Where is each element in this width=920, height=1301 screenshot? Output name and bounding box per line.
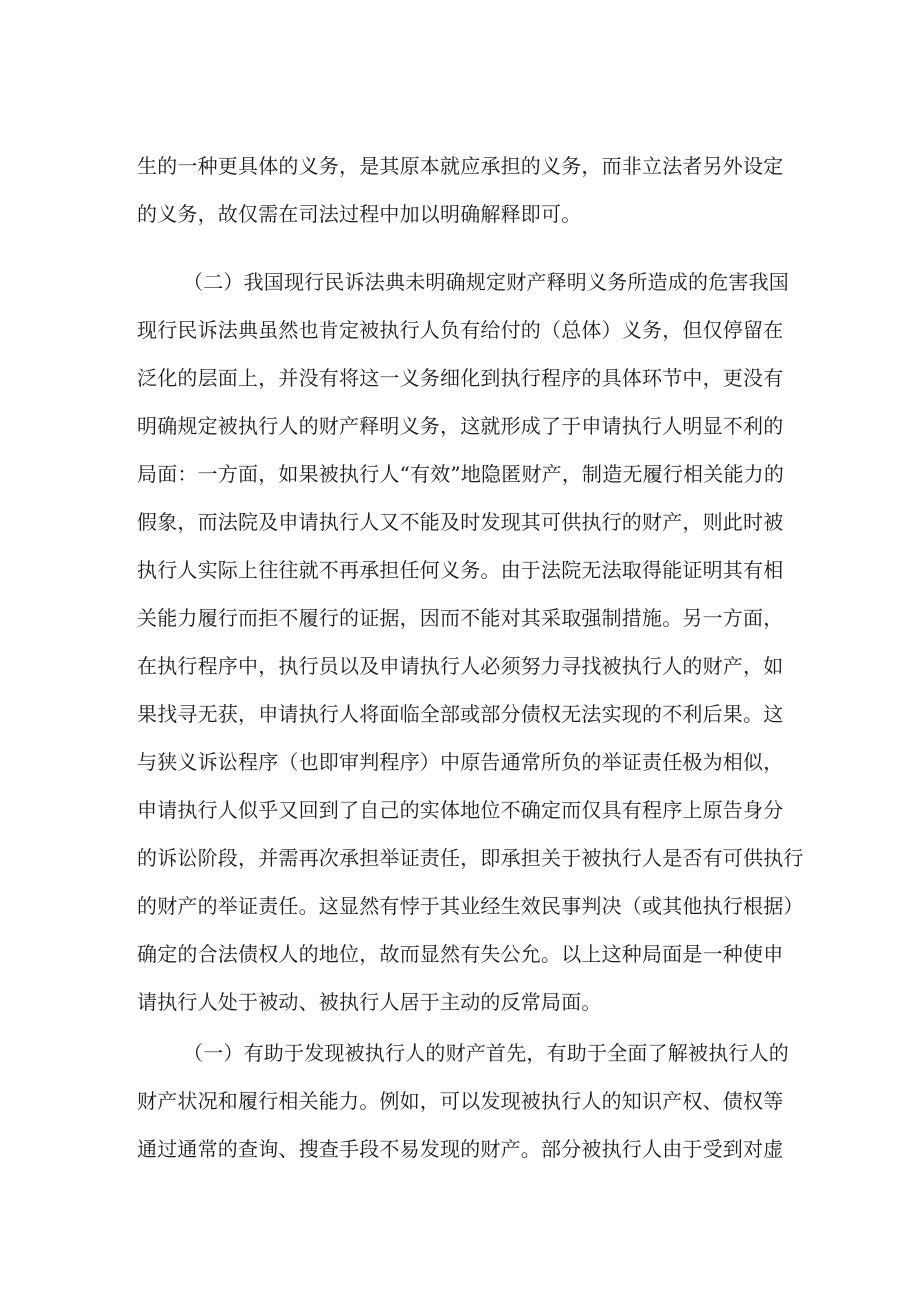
text-line: 财产状况和履行相关能力。例如，可以发现被执行人的知识产权、债权等 — [137, 1089, 784, 1113]
text-line: 关能力履行而拒不履行的证据，因而不能对其采取强制措施。另一方面， — [137, 606, 784, 630]
text-line: 在执行程序中，执行员以及申请执行人必须努力寻找被执行人的财产，如 — [137, 654, 784, 678]
text-line: 的财产的举证责任。这显然有悖于其业经生效民事判决（或其他执行根据） — [137, 894, 804, 918]
section-heading-line: （一）有助于发现被执行人的财产首先，有助于全面了解被执行人的 — [183, 1041, 789, 1065]
text-line: 请执行人处于被动、被执行人居于主动的反常局面。 — [137, 990, 602, 1014]
section-heading-line: （二）我国现行民诉法典未明确规定财产释明义务所造成的危害我国 — [183, 270, 789, 294]
text-line: 局面：一方面，如果被执行人“有效”地隐匿财产，制造无履行相关能力的 — [137, 462, 785, 486]
text-line: 现行民诉法典虽然也肯定被执行人负有给付的（总体）义务，但仅停留在 — [137, 318, 784, 342]
text-line: 执行人实际上往往就不再承担任何义务。由于法院无法取得能证明其有相 — [137, 558, 784, 582]
text-line: 与狭义诉讼程序（也即审判程序）中原告通常所负的举证责任极为相似， — [137, 750, 784, 774]
text-line: 明确规定被执行人的财产释明义务，这就形成了于申请执行人明显不利的 — [137, 414, 784, 438]
text-line: 申请执行人似乎又回到了自己的实体地位不确定而仅具有程序上原告身分 — [137, 798, 784, 822]
text-line: 的义务，故仅需在司法过程中加以明确解释即可。 — [137, 202, 582, 226]
text-line: 假象，而法院及申请执行人又不能及时发现其可供执行的财产，则此时被 — [137, 510, 784, 534]
text-line: 的诉讼阶段，并需再次承担举证责任，即承担关于被执行人是否有可供执行 — [137, 846, 804, 870]
text-line: 泛化的层面上，并没有将这一义务细化到执行程序的具体环节中，更没有 — [137, 366, 784, 390]
text-line: 生的一种更具体的义务，是其原本就应承担的义务，而非立法者另外设定 — [137, 154, 784, 178]
text-line: 果找寻无获，申请执行人将面临全部或部分债权无法实现的不利后果。这 — [137, 702, 784, 726]
text-line: 通过通常的查询、搜查手段不易发现的财产。部分被执行人由于受到对虚 — [137, 1137, 784, 1161]
text-line: 确定的合法债权人的地位，故而显然有失公允。以上这种局面是一种使申 — [137, 942, 784, 966]
